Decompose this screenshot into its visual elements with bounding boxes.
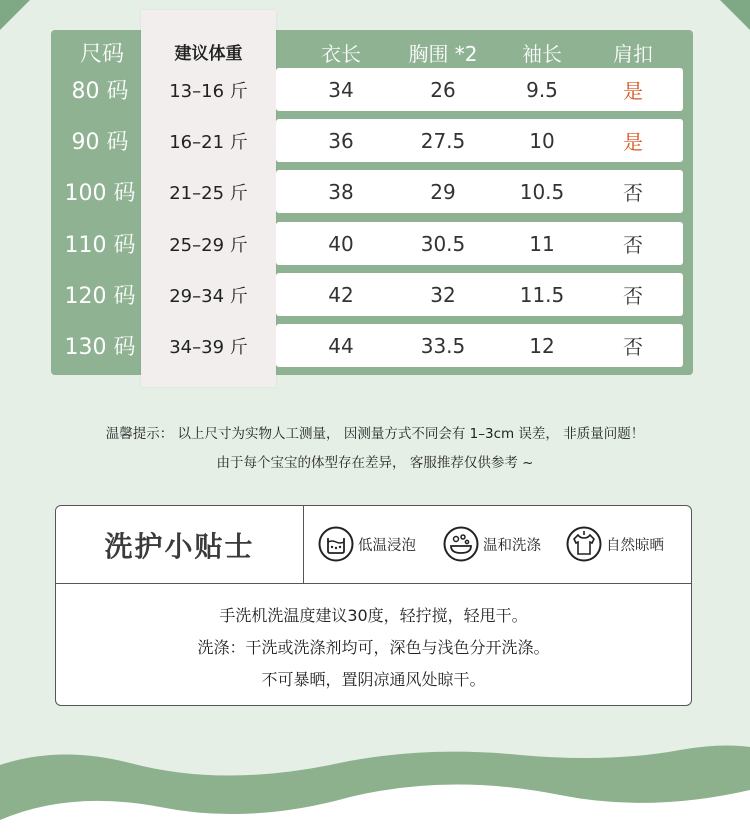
cell-length: 36	[328, 128, 354, 153]
cell-length: 38	[328, 179, 354, 204]
cell-weight: 25–29 斤	[169, 234, 248, 256]
cell-shoulder: 否	[623, 284, 643, 308]
care-line-3: 不可暴晒，置阴凉通风处晾干。	[261, 670, 486, 689]
cell-weight: 34–39 斤	[169, 336, 248, 358]
cell-sleeve: 10.5	[519, 179, 565, 204]
care-tips-box	[55, 505, 692, 706]
cell-length: 34	[328, 77, 354, 102]
cell-sleeve: 11.5	[519, 282, 565, 307]
cell-size: 130 码	[64, 335, 136, 360]
care-item-gentle-wash	[443, 524, 541, 564]
header-size: 尺码	[79, 41, 124, 67]
wave-decoration	[0, 725, 750, 837]
header-length: 衣长	[321, 41, 361, 66]
notice-line-2: 由于每个宝宝的体型存在差异， 客服推荐仅供参考 ~	[216, 455, 534, 471]
cell-shoulder: 是	[623, 130, 643, 154]
care-divider-vertical	[303, 506, 304, 583]
cell-weight: 13–16 斤	[169, 80, 248, 102]
header-sleeve: 袖长	[522, 41, 562, 66]
cell-shoulder: 否	[623, 181, 643, 205]
cell-sleeve: 11	[529, 231, 555, 256]
cell-chest: 29	[430, 179, 456, 204]
care-title: 洗护小贴士	[104, 529, 255, 563]
cell-sleeve: 9.5	[526, 77, 558, 102]
care-item-label: 温和洗涤	[483, 537, 541, 554]
notice-line-1: 温馨提示： 以上尺寸为实物人工测量， 因测量方式不同会有 1–3cm 误差， 非质量问题！	[105, 426, 645, 442]
cell-shoulder: 否	[623, 233, 643, 257]
care-line-2: 洗涤：干洗或洗涤剂均可，深色与浅色分开洗涤。	[197, 638, 550, 657]
care-line-1: 手洗机洗温度建议30度，轻拧搅，轻甩干。	[219, 606, 528, 625]
header-chest: 胸围 *2	[408, 41, 478, 66]
cell-chest: 32	[430, 282, 456, 307]
cell-weight: 29–34 斤	[169, 285, 248, 307]
header-weight: 建议体重	[174, 43, 243, 64]
corner-decoration-right	[720, 0, 750, 30]
care-item-low-temp	[318, 524, 416, 564]
cell-shoulder: 是	[623, 79, 643, 103]
cell-chest: 26	[430, 77, 456, 102]
cell-length: 42	[328, 282, 354, 307]
care-divider-horizontal	[56, 583, 691, 584]
cell-size: 120 码	[64, 284, 136, 309]
cell-weight: 16–21 斤	[169, 131, 248, 153]
care-item-label: 自然晾晒	[606, 537, 664, 554]
cell-size: 110 码	[64, 233, 136, 258]
cell-chest: 30.5	[420, 231, 466, 256]
care-item-natural-dry	[566, 524, 664, 564]
natural-dry-icon	[566, 526, 602, 562]
cell-sleeve: 10	[529, 128, 555, 153]
care-item-label: 低温浸泡	[358, 537, 416, 554]
low-temp-soak-icon	[318, 526, 354, 562]
cell-chest: 27.5	[420, 128, 466, 153]
cell-weight: 21–25 斤	[169, 182, 248, 204]
cell-size: 80 码	[71, 79, 129, 104]
gentle-wash-icon	[443, 526, 479, 562]
cell-size: 90 码	[71, 130, 129, 155]
header-shoulder: 肩扣	[613, 41, 653, 66]
cell-sleeve: 12	[529, 333, 555, 358]
cell-chest: 33.5	[420, 333, 466, 358]
cell-length: 44	[328, 333, 354, 358]
cell-length: 40	[328, 231, 354, 256]
cell-shoulder: 否	[623, 335, 643, 359]
cell-size: 100 码	[64, 181, 136, 206]
corner-decoration-left	[0, 0, 30, 30]
